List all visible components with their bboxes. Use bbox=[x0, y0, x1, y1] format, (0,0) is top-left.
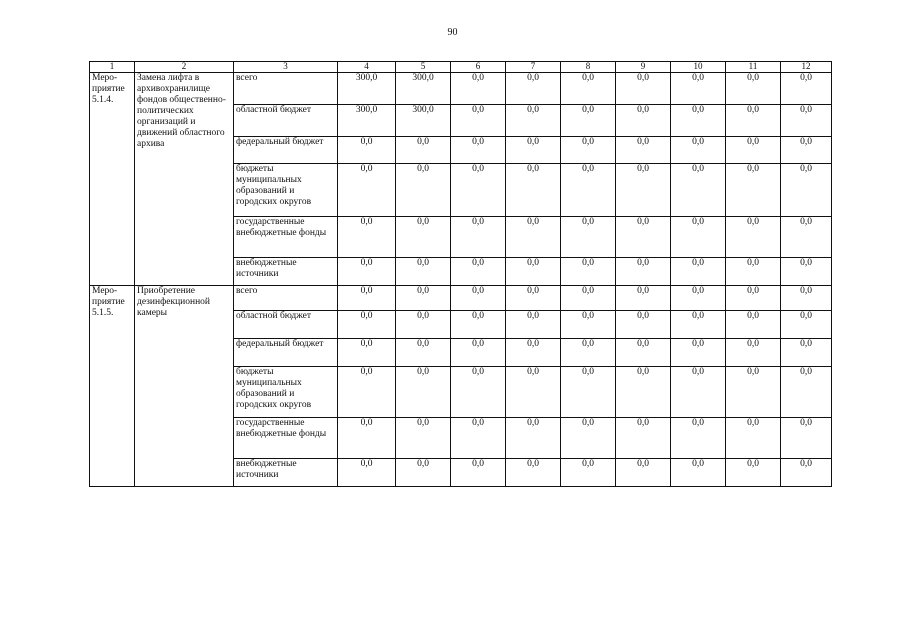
value-cell: 0,0 bbox=[726, 286, 781, 311]
value-cell: 0,0 bbox=[671, 367, 726, 418]
value-cell: 0,0 bbox=[506, 137, 561, 164]
activity-code-line: Меро- bbox=[92, 286, 118, 296]
column-header-3: 3 bbox=[234, 62, 338, 73]
value-cell: 0,0 bbox=[338, 311, 396, 339]
activity-code bbox=[90, 73, 135, 286]
value-cell: 0,0 bbox=[338, 339, 396, 367]
value-cell: 0,0 bbox=[506, 339, 561, 367]
value-cell: 0,0 bbox=[726, 258, 781, 286]
column-header-4: 4 bbox=[338, 62, 396, 73]
value-cell: 0,0 bbox=[561, 164, 616, 217]
value-cell: 0,0 bbox=[781, 286, 832, 311]
value-cell: 0,0 bbox=[396, 459, 451, 487]
value-cell: 0,0 bbox=[726, 217, 781, 258]
value-cell: 0,0 bbox=[616, 418, 671, 459]
value-cell: 0,0 bbox=[781, 311, 832, 339]
table-row bbox=[90, 286, 832, 311]
value-cell: 0,0 bbox=[616, 105, 671, 137]
value-cell: 0,0 bbox=[616, 459, 671, 487]
activity-code-line: 5.1.4. bbox=[92, 95, 114, 105]
funding-source: областной бюджет bbox=[234, 311, 338, 339]
value-cell: 0,0 bbox=[451, 105, 506, 137]
value-cell: 0,0 bbox=[396, 217, 451, 258]
value-cell: 300,0 bbox=[396, 105, 451, 137]
value-cell: 0,0 bbox=[616, 217, 671, 258]
funding-source: федеральный бюджет bbox=[234, 137, 338, 164]
value-cell: 0,0 bbox=[781, 73, 832, 105]
value-cell: 0,0 bbox=[451, 367, 506, 418]
table-body bbox=[90, 73, 832, 487]
column-header-8: 8 bbox=[561, 62, 616, 73]
value-cell: 0,0 bbox=[338, 137, 396, 164]
value-cell: 0,0 bbox=[781, 418, 832, 459]
activity-code-line: приятие bbox=[92, 297, 125, 307]
value-cell: 0,0 bbox=[396, 258, 451, 286]
value-cell: 0,0 bbox=[726, 311, 781, 339]
value-cell: 0,0 bbox=[616, 286, 671, 311]
activity-code bbox=[90, 286, 135, 487]
value-cell: 0,0 bbox=[726, 459, 781, 487]
column-header-2: 2 bbox=[135, 62, 234, 73]
value-cell: 300,0 bbox=[338, 105, 396, 137]
budget-table bbox=[89, 61, 832, 487]
value-cell: 0,0 bbox=[506, 164, 561, 217]
value-cell: 0,0 bbox=[338, 459, 396, 487]
funding-source: всего bbox=[234, 286, 338, 311]
value-cell: 0,0 bbox=[671, 339, 726, 367]
value-cell: 0,0 bbox=[561, 73, 616, 105]
value-cell: 0,0 bbox=[338, 418, 396, 459]
value-cell: 0,0 bbox=[616, 311, 671, 339]
value-cell: 0,0 bbox=[506, 311, 561, 339]
value-cell: 0,0 bbox=[616, 164, 671, 217]
table-row bbox=[90, 73, 832, 105]
value-cell: 0,0 bbox=[506, 286, 561, 311]
value-cell: 0,0 bbox=[451, 286, 506, 311]
value-cell: 0,0 bbox=[396, 367, 451, 418]
value-cell: 0,0 bbox=[561, 339, 616, 367]
value-cell: 0,0 bbox=[616, 339, 671, 367]
value-cell: 0,0 bbox=[671, 311, 726, 339]
funding-source: бюджеты муниципальных образований и городских округов bbox=[234, 367, 338, 418]
value-cell: 0,0 bbox=[451, 339, 506, 367]
value-cell: 0,0 bbox=[781, 367, 832, 418]
column-header-1: 1 bbox=[90, 62, 135, 73]
value-cell: 0,0 bbox=[451, 217, 506, 258]
value-cell: 0,0 bbox=[451, 73, 506, 105]
funding-source: государственные внебюджетные фонды bbox=[234, 418, 338, 459]
value-cell: 0,0 bbox=[671, 73, 726, 105]
table-header bbox=[90, 62, 832, 73]
column-header-9: 9 bbox=[616, 62, 671, 73]
value-cell: 0,0 bbox=[726, 339, 781, 367]
value-cell: 0,0 bbox=[671, 258, 726, 286]
value-cell: 0,0 bbox=[726, 418, 781, 459]
value-cell: 0,0 bbox=[726, 73, 781, 105]
value-cell: 0,0 bbox=[451, 137, 506, 164]
page-number: 90 bbox=[447, 27, 458, 38]
value-cell: 0,0 bbox=[338, 258, 396, 286]
value-cell: 0,0 bbox=[396, 418, 451, 459]
value-cell: 0,0 bbox=[506, 258, 561, 286]
value-cell: 0,0 bbox=[781, 459, 832, 487]
value-cell: 0,0 bbox=[671, 164, 726, 217]
column-header-12: 12 bbox=[781, 62, 832, 73]
value-cell: 0,0 bbox=[671, 105, 726, 137]
value-cell: 300,0 bbox=[338, 73, 396, 105]
funding-source: всего bbox=[234, 73, 338, 105]
funding-source: федеральный бюджет bbox=[234, 339, 338, 367]
value-cell: 0,0 bbox=[396, 286, 451, 311]
value-cell: 0,0 bbox=[338, 367, 396, 418]
value-cell: 0,0 bbox=[451, 418, 506, 459]
value-cell: 0,0 bbox=[561, 217, 616, 258]
activity-code-line: 5.1.5. bbox=[92, 308, 114, 318]
funding-source: внебюджетные источники bbox=[234, 459, 338, 487]
value-cell: 0,0 bbox=[781, 137, 832, 164]
activity-code-line: Меро- bbox=[92, 73, 118, 83]
value-cell: 0,0 bbox=[726, 137, 781, 164]
column-header-11: 11 bbox=[726, 62, 781, 73]
column-header-6: 6 bbox=[451, 62, 506, 73]
value-cell: 0,0 bbox=[561, 311, 616, 339]
value-cell: 0,0 bbox=[451, 459, 506, 487]
value-cell: 0,0 bbox=[561, 286, 616, 311]
value-cell: 0,0 bbox=[671, 418, 726, 459]
value-cell: 0,0 bbox=[451, 164, 506, 217]
value-cell: 0,0 bbox=[338, 164, 396, 217]
activity-name: Замена лифта в архивохранилище фондов общественно-политических организаций и движений областного архива bbox=[135, 73, 234, 286]
value-cell: 0,0 bbox=[561, 418, 616, 459]
value-cell: 0,0 bbox=[506, 105, 561, 137]
value-cell: 0,0 bbox=[781, 339, 832, 367]
value-cell: 0,0 bbox=[506, 367, 561, 418]
value-cell: 0,0 bbox=[671, 137, 726, 164]
value-cell: 0,0 bbox=[561, 367, 616, 418]
value-cell: 0,0 bbox=[396, 311, 451, 339]
value-cell: 0,0 bbox=[561, 258, 616, 286]
funding-source: бюджеты муниципальных образований и городских округов bbox=[234, 164, 338, 217]
funding-source: внебюджетные источники bbox=[234, 258, 338, 286]
value-cell: 0,0 bbox=[616, 73, 671, 105]
value-cell: 0,0 bbox=[616, 367, 671, 418]
value-cell: 0,0 bbox=[781, 164, 832, 217]
value-cell: 0,0 bbox=[561, 105, 616, 137]
value-cell: 0,0 bbox=[506, 73, 561, 105]
funding-source: государственные внебюджетные фонды bbox=[234, 217, 338, 258]
column-header-7: 7 bbox=[506, 62, 561, 73]
value-cell: 0,0 bbox=[451, 311, 506, 339]
activity-name: Приобретение дезинфекционной камеры bbox=[135, 286, 234, 487]
value-cell: 0,0 bbox=[451, 258, 506, 286]
column-header-10: 10 bbox=[671, 62, 726, 73]
value-cell: 0,0 bbox=[781, 105, 832, 137]
value-cell: 0,0 bbox=[396, 164, 451, 217]
value-cell: 300,0 bbox=[396, 73, 451, 105]
value-cell: 0,0 bbox=[396, 137, 451, 164]
value-cell: 0,0 bbox=[561, 137, 616, 164]
value-cell: 0,0 bbox=[671, 286, 726, 311]
value-cell: 0,0 bbox=[396, 339, 451, 367]
value-cell: 0,0 bbox=[726, 105, 781, 137]
value-cell: 0,0 bbox=[781, 217, 832, 258]
activity-code-line: приятие bbox=[92, 84, 125, 94]
value-cell: 0,0 bbox=[726, 367, 781, 418]
value-cell: 0,0 bbox=[726, 164, 781, 217]
funding-source: областной бюджет bbox=[234, 105, 338, 137]
value-cell: 0,0 bbox=[781, 258, 832, 286]
value-cell: 0,0 bbox=[506, 217, 561, 258]
value-cell: 0,0 bbox=[616, 258, 671, 286]
value-cell: 0,0 bbox=[561, 459, 616, 487]
value-cell: 0,0 bbox=[506, 418, 561, 459]
value-cell: 0,0 bbox=[506, 459, 561, 487]
value-cell: 0,0 bbox=[338, 217, 396, 258]
value-cell: 0,0 bbox=[671, 459, 726, 487]
value-cell: 0,0 bbox=[338, 286, 396, 311]
value-cell: 0,0 bbox=[616, 137, 671, 164]
value-cell: 0,0 bbox=[671, 217, 726, 258]
column-header-5: 5 bbox=[396, 62, 451, 73]
